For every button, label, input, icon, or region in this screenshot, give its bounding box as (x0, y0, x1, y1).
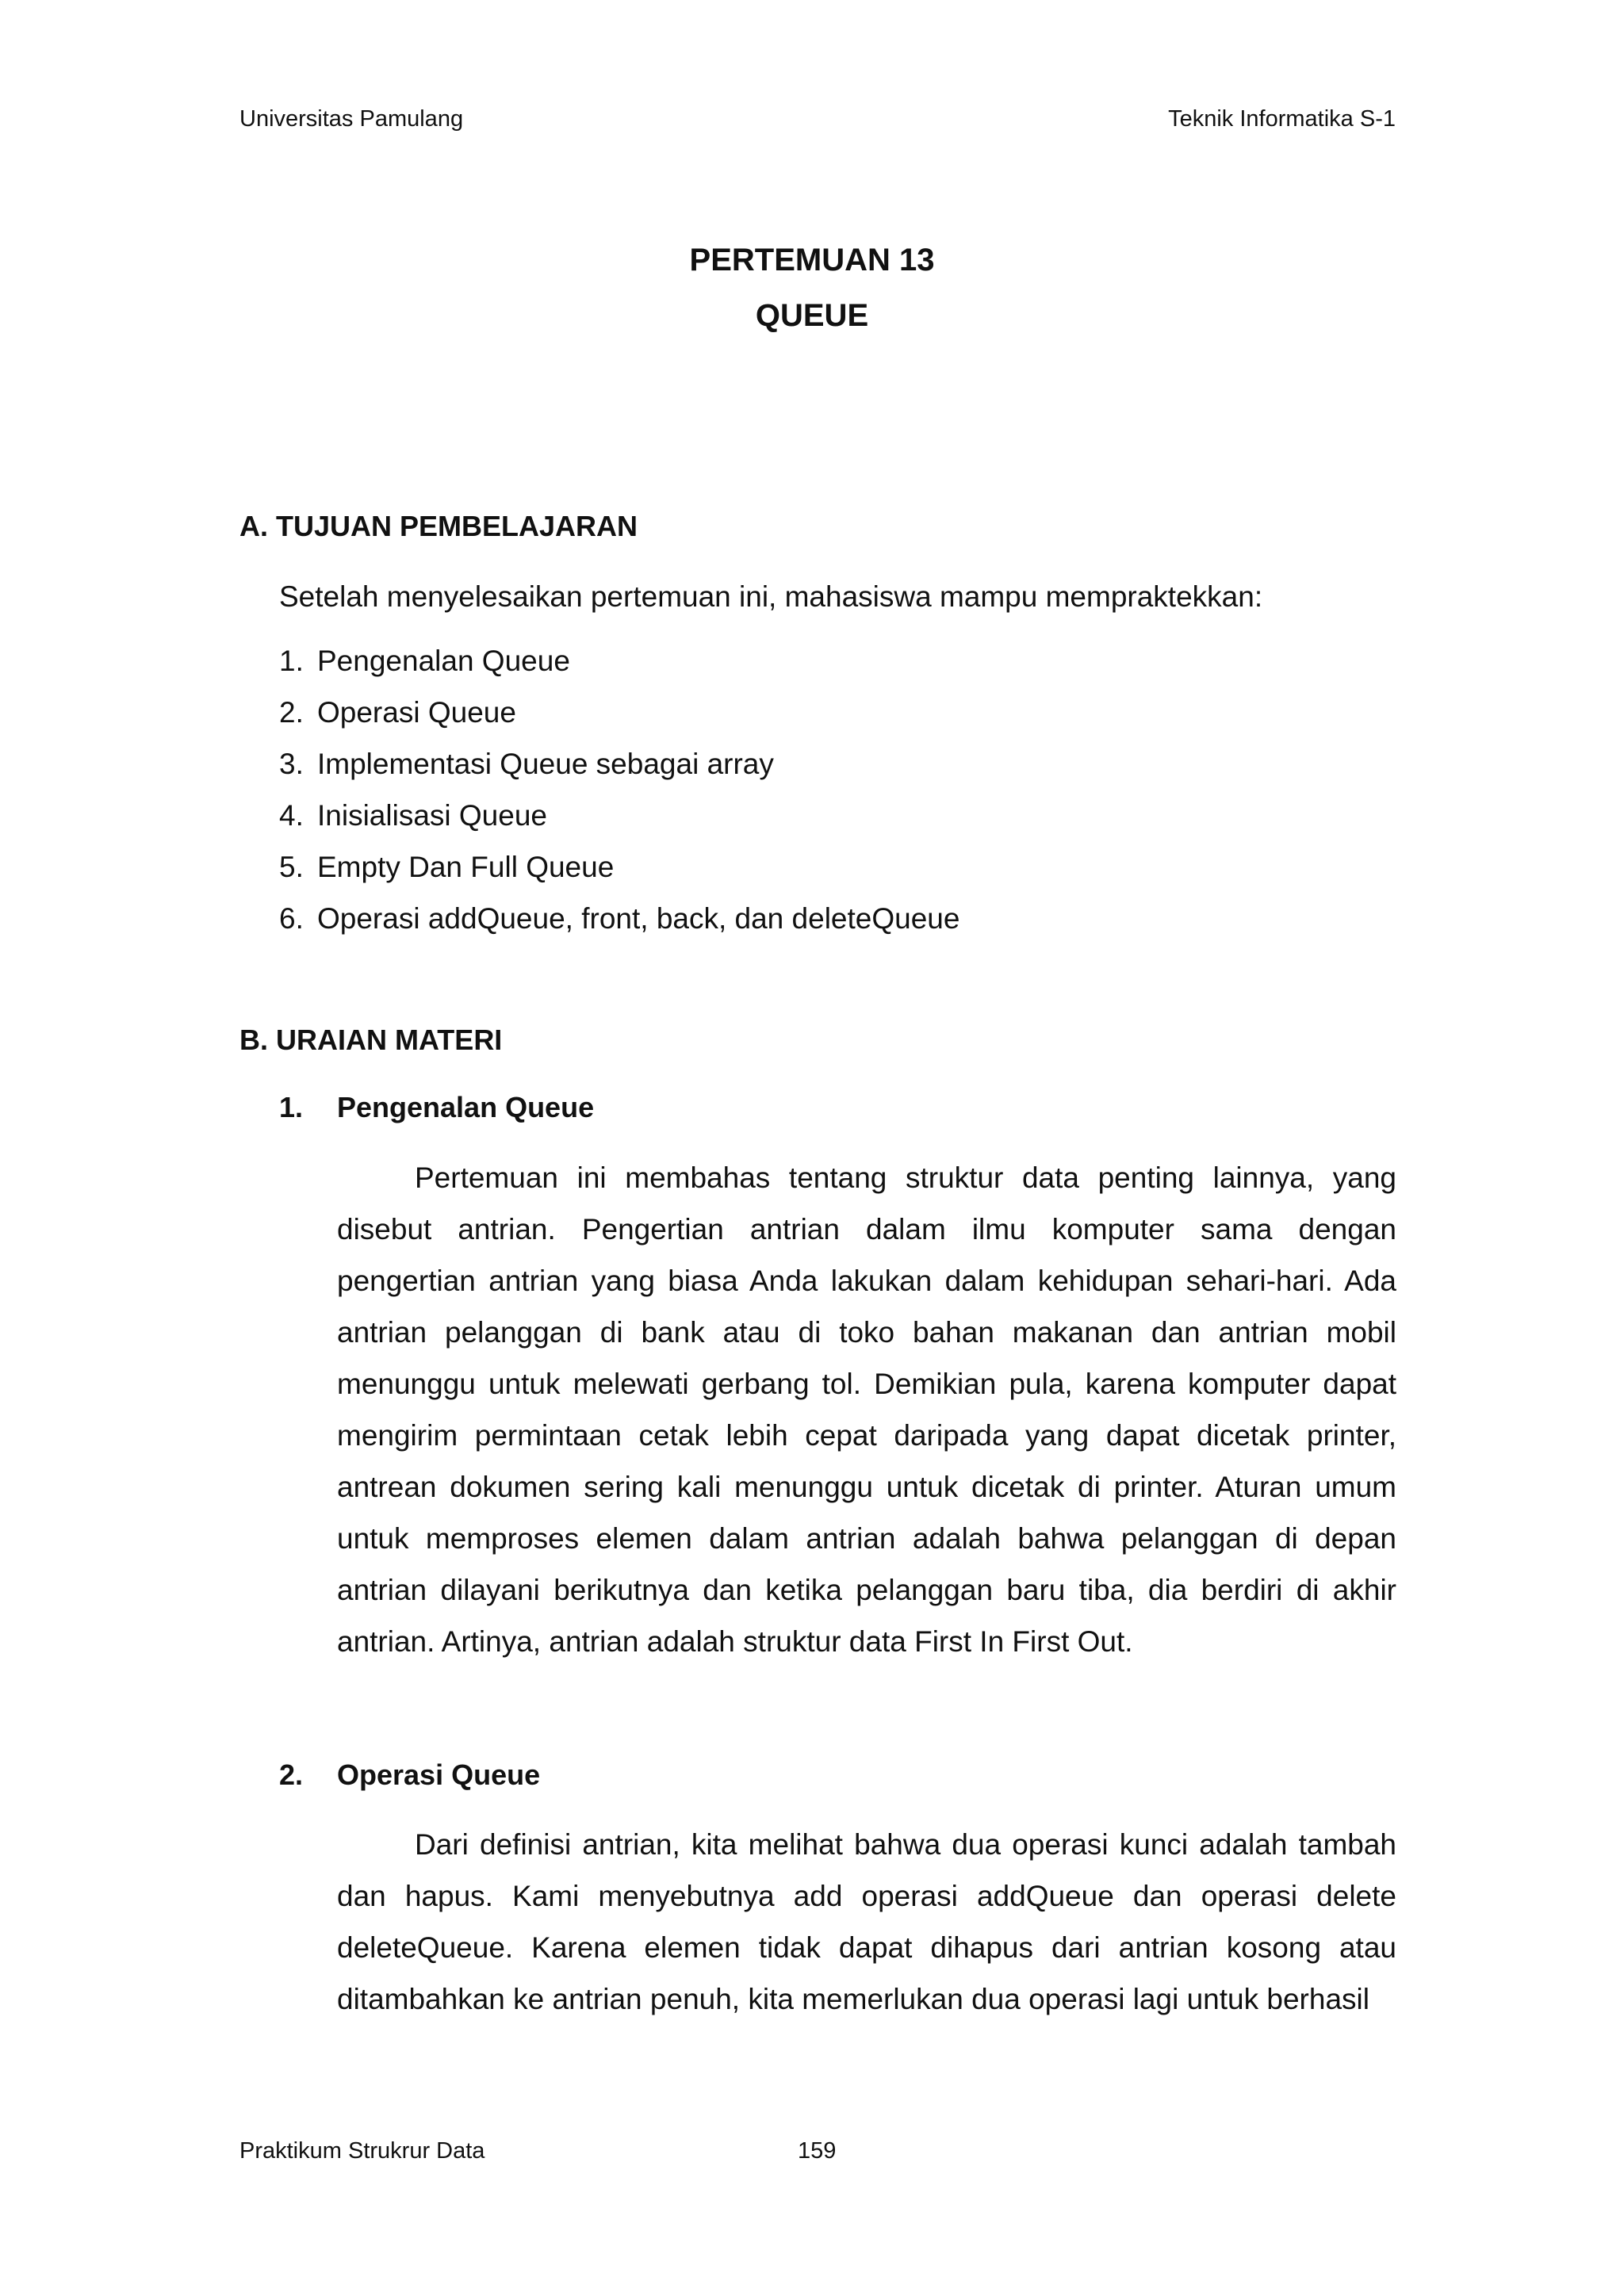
page-number: 159 (798, 2138, 837, 2164)
subsection-1-title: Pengenalan Queue (337, 1091, 595, 1123)
objectives-list (279, 641, 959, 950)
list-item-number: 3. (279, 748, 304, 780)
subsection-1-number: 1. (279, 1091, 304, 1123)
page-subtitle: QUEUE (755, 298, 869, 333)
list-item-number: 5. (279, 851, 304, 883)
list-item-text: Operasi Queue (317, 696, 516, 729)
list-item-text: Pengenalan Queue (317, 645, 570, 677)
section-a-intro: Setelah menyelesaikan pertemuan ini, mahasiswa mampu mempraktekkan: (279, 580, 1263, 613)
list-item-text: Empty Dan Full Queue (317, 851, 615, 883)
list-item-text: Inisialisasi Queue (317, 799, 547, 832)
list-item (279, 898, 959, 950)
subsection-2-number: 2. (279, 1758, 304, 1791)
subsection-2-heading (279, 1758, 540, 1792)
header-left: Universitas Pamulang (239, 106, 464, 132)
list-item-number: 1. (279, 645, 304, 677)
footer-left: Praktikum Strukrur Data (239, 2138, 485, 2164)
list-item-number: 2. (279, 696, 304, 729)
subsection-1-heading (279, 1091, 594, 1124)
list-item (279, 847, 959, 898)
list-item (279, 744, 959, 795)
list-item (279, 641, 959, 692)
list-item (279, 692, 959, 744)
list-item-number: 6. (279, 902, 304, 935)
header-right: Teknik Informatika S-1 (1168, 106, 1396, 132)
page-title: PERTEMUAN 13 (689, 243, 935, 277)
section-b-heading: B. URAIAN MATERI (239, 1024, 503, 1056)
list-item-text: Implementasi Queue sebagai array (317, 748, 774, 780)
list-item-number: 4. (279, 799, 304, 832)
subsection-1-body: Pertemuan ini membahas tentang struktur data penting lainnya, yang disebut antrian. Pengertian antrian dalam ilmu komputer sama dengan pengertian antrian yang biasa Anda lakukan dalam kehidupan sehari-hari. Ada antrian pelanggan di bank atau di toko bahan makanan dan antrian mobil menunggu untuk melewati gerbang tol. Demikian pula, karena komputer dapat mengirim permintaan cetak lebih cepat daripada yang dapat dicetak printer, antrean dokumen sering kali menunggu untuk dicetak di printer. Aturan umum untuk memproses elemen dalam antrian adalah bahwa pelanggan di depan antrian dilayani berikutnya dan ketika pelanggan baru tiba, dia berdiri di akhir antrian. Artinya, antrian adalah struktur data First In First Out. (337, 1161, 1396, 1658)
subsection-2-body: Dari definisi antrian, kita melihat bahwa dua operasi kunci adalah tambah dan hapus. Kami menyebutnya add operasi addQueue dan operasi delete deleteQueue. Karena elemen tidak dapat dihapus dari antrian kosong atau ditambahkan ke antrian penuh, kita memerlukan dua operasi lagi untuk berhasil (337, 1828, 1396, 2015)
section-a-heading: A. TUJUAN PEMBELAJARAN (239, 510, 638, 542)
subsection-2-title: Operasi Queue (337, 1758, 541, 1791)
list-item-text: Operasi addQueue, front, back, dan deleteQueue (317, 902, 960, 935)
list-item (279, 795, 959, 847)
